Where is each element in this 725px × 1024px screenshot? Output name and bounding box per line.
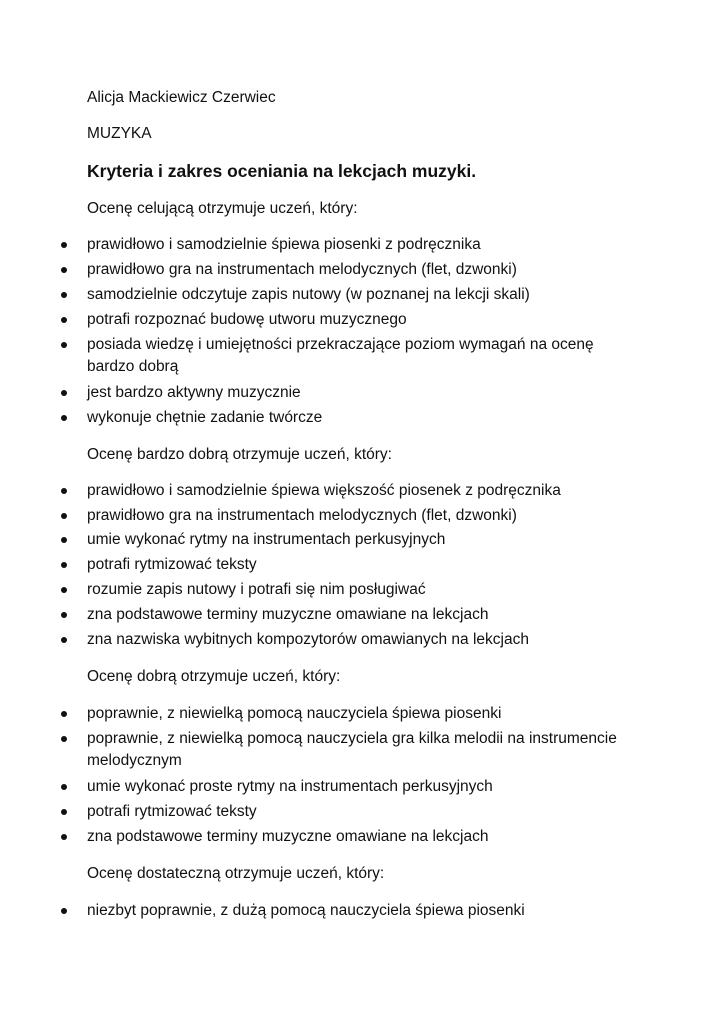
- section-heading-bardzo-dobra: Ocenę bardzo dobrą otrzymuje uczeń, który:: [87, 446, 392, 463]
- list-item-text: prawidłowo gra na instrumentach melodycznych (flet, dzwonki): [87, 261, 517, 278]
- section-heading-dobra: Ocenę dobrą otrzymuje uczeń, który:: [87, 668, 341, 685]
- list-item-text: zna podstawowe terminy muzyczne omawiane na lekcjach: [87, 828, 489, 845]
- list-item-text: zna nazwiska wybitnych kompozytorów omawianych na lekcjach: [87, 631, 529, 648]
- list-item-text: wykonuje chętnie zadanie twórcze: [87, 409, 323, 426]
- bullet-icon: [61, 784, 67, 790]
- bullet-icon: [61, 637, 67, 643]
- bullet-icon: [61, 809, 67, 815]
- bullet-icon: [61, 267, 67, 273]
- list-item-text: umie wykonać proste rytmy na instrumentach perkusyjnych: [87, 778, 493, 795]
- section-heading-dostateczna: Ocenę dostateczną otrzymuje uczeń, który:: [87, 865, 385, 882]
- list-item-text: umie wykonać rytmy na instrumentach perkusyjnych: [87, 531, 446, 548]
- bullet-icon: [61, 488, 67, 494]
- bullet-icon: [61, 908, 67, 914]
- bullet-icon: [61, 342, 67, 348]
- document-title: Kryteria i zakres oceniania na lekcjach muzyki.: [87, 161, 477, 181]
- list-item-text: jest bardzo aktywny muzycznie: [87, 384, 301, 401]
- bullet-icon: [61, 415, 67, 421]
- bullet-icon: [61, 390, 67, 396]
- list-item-text: prawidłowo i samodzielnie śpiewa piosenki z podręcznika: [87, 236, 481, 253]
- bullet-icon: [61, 242, 67, 248]
- list-item-text: poprawnie, z niewielką pomocą nauczyciela śpiewa piosenki: [87, 705, 502, 722]
- list-item-text: prawidłowo gra na instrumentach melodycznych (flet, dzwonki): [87, 507, 517, 524]
- bullet-icon: [61, 834, 67, 840]
- bullet-icon: [61, 612, 67, 618]
- list-item-text: potrafi rytmizować teksty: [87, 803, 257, 820]
- list-item-text: posiada wiedzę i umiejętności przekraczające poziom wymagań na ocenę bardzo dobrą: [87, 336, 594, 375]
- list-item-text: samodzielnie odczytuje zapis nutowy (w poznanej na lekcji skali): [87, 286, 530, 303]
- bullet-icon: [61, 317, 67, 323]
- list-item-text: poprawnie, z niewielką pomocą nauczyciela gra kilka melodii na instrumencie melodycznym: [87, 730, 617, 769]
- list-item-text: prawidłowo i samodzielnie śpiewa większość piosenek z podręcznika: [87, 482, 561, 499]
- subject-label: MUZYKA: [87, 125, 152, 142]
- bullet-icon: [61, 562, 67, 568]
- bullet-icon: [61, 736, 67, 742]
- list-item-text: zna podstawowe terminy muzyczne omawiane na lekcjach: [87, 606, 489, 623]
- list-item-text: potrafi rozpoznać budowę utworu muzycznego: [87, 311, 407, 328]
- list-item-text: rozumie zapis nutowy i potrafi się nim posługiwać: [87, 581, 426, 598]
- author-name: Alicja Mackiewicz Czerwiec: [87, 89, 276, 106]
- list-item-text: niezbyt poprawnie, z dużą pomocą nauczyciela śpiewa piosenki: [87, 902, 525, 919]
- bullet-icon: [61, 587, 67, 593]
- bullet-icon: [61, 292, 67, 298]
- list-item-text: potrafi rytmizować teksty: [87, 556, 257, 573]
- bullet-icon: [61, 537, 67, 543]
- bullet-icon: [61, 711, 67, 717]
- bullet-icon: [61, 513, 67, 519]
- section-heading-celujaca: Ocenę celującą otrzymuje uczeń, który:: [87, 200, 358, 217]
